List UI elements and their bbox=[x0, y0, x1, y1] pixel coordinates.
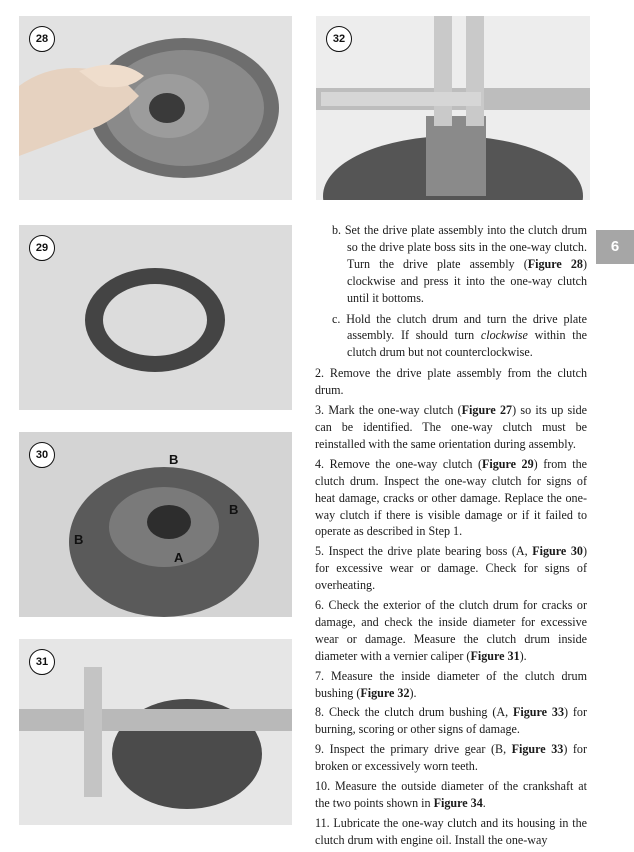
figure-32-photo bbox=[316, 16, 590, 200]
step-8: 8. Check the clutch drum bushing (A, Figure 33) for burning, scoring or other signs of damage. bbox=[315, 705, 587, 737]
callout-B: B bbox=[169, 452, 179, 467]
figure-30-illustration bbox=[19, 432, 292, 617]
step-3: 3. Mark the one-way clutch (Figure 27) so its up side can be identified. The one-way clutch must be reinstalled with the same orientation during assembly. bbox=[315, 403, 588, 451]
figure-28-photo bbox=[19, 16, 292, 200]
substep-b: b. Set the drive plate assembly into the clutch drum so the drive plate boss sits in the one-way clutch. Turn the drive plate assembly (Figure 28) clockwise and press it into the one-way clutch until it bottoms. bbox=[332, 223, 587, 305]
figure-badge: 32 bbox=[326, 26, 352, 52]
figure-32-illustration bbox=[316, 16, 590, 200]
step-11: 11. Lubricate the one-way clutch and its housing in the clutch drum with engine oil. Install the one-way bbox=[315, 815, 587, 847]
figure-28-illustration bbox=[19, 16, 292, 200]
figure-31-photo bbox=[19, 639, 292, 825]
procedure-text bbox=[315, 222, 587, 852]
substep-c: c. Hold the clutch drum and turn the drive plate assembly. If should turn clockwise within the clutch drum but not counterclockwise. bbox=[332, 311, 588, 360]
figure-badge: 29 bbox=[29, 235, 55, 261]
callout-B: B bbox=[74, 532, 84, 547]
figure-31-illustration bbox=[19, 639, 292, 825]
callout-B: B bbox=[229, 502, 239, 517]
step-4: 4. Remove the one-way clutch (Figure 29) from the clutch drum. Inspect the one-way clutch for signs of heat damage, cracks or other damage. Replace the one-way clutch if there is visible damage or if it failed to operate as described in Step 1. bbox=[315, 456, 587, 539]
figure-29-illustration bbox=[19, 225, 292, 410]
chapter-tab: 6 bbox=[596, 230, 634, 264]
figure-badge: 30 bbox=[29, 442, 55, 468]
step-2: 2. Remove the drive plate assembly from the clutch drum. bbox=[315, 366, 587, 398]
figure-badge: 31 bbox=[29, 649, 55, 675]
step-7: 7. Measure the inside diameter of the clutch drum bushing (Figure 32). bbox=[315, 668, 587, 700]
figure-badge: 28 bbox=[29, 26, 55, 52]
callout-A: A bbox=[174, 550, 184, 565]
figure-29-photo bbox=[19, 225, 292, 410]
step-10: 10. Measure the outside diameter of the crankshaft at the two points shown in Figure 34. bbox=[315, 779, 587, 810]
step-6: 6. Check the exterior of the clutch drum for cracks or damage, and check the inside diameter for excessive wear or damage. Measure the clutch drum inside diameter with a vernier caliper (Figure 31). bbox=[315, 598, 587, 663]
step-9: 9. Inspect the primary drive gear (B, Figure 33) for broken or excessively worn teeth. bbox=[315, 742, 588, 774]
step-5: 5. Inspect the drive plate bearing boss (A, Figure 30) for excessive wear or damage. Check for signs of overheating. bbox=[315, 544, 587, 593]
figure-30-photo bbox=[19, 432, 292, 617]
